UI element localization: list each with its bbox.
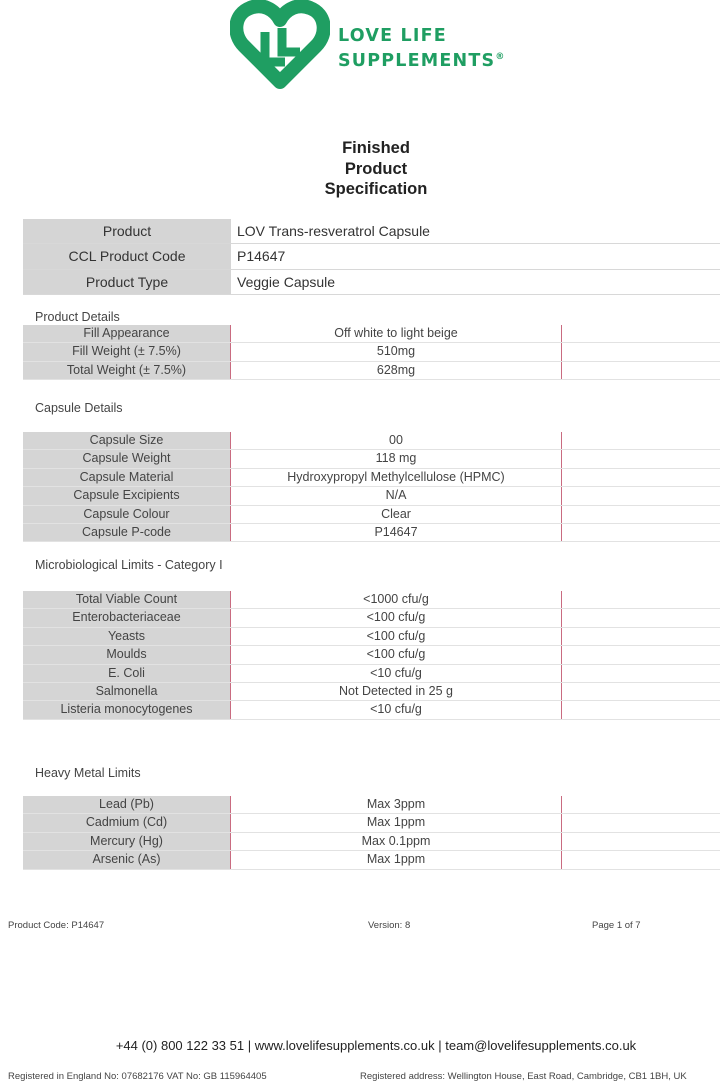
table-row — [23, 469, 720, 487]
capsule-details-table — [23, 432, 720, 542]
heart-logo-icon — [230, 0, 330, 90]
row-value: Veggie Capsule — [237, 273, 336, 290]
heavy-metals-table — [23, 796, 720, 870]
row-value: <10 cfu/g — [231, 701, 562, 718]
row-label: Capsule Excipients — [23, 487, 231, 504]
table-row — [23, 219, 720, 244]
table-row — [23, 450, 720, 468]
document-title — [0, 138, 720, 200]
table-row — [23, 665, 720, 683]
section-heading-capsule-details: Capsule Details — [35, 401, 123, 415]
row-label: Enterobacteriaceae — [23, 609, 231, 626]
micro-limits-table — [23, 591, 720, 720]
table-row — [23, 701, 720, 719]
brand-line2: SUPPLEMENTS — [338, 50, 496, 71]
row-value: <100 cfu/g — [231, 646, 562, 663]
empty-cell — [562, 796, 720, 813]
empty-cell — [562, 450, 720, 467]
row-label: Cadmium (Cd) — [23, 814, 231, 831]
footer-version: Version: 8 — [368, 920, 411, 931]
row-label: Capsule Material — [23, 469, 231, 486]
footer-page-number: Page 1 of 7 — [592, 920, 641, 931]
footer-product-code: Product Code: P14647 — [8, 920, 105, 931]
empty-cell — [562, 683, 720, 700]
row-value: Clear — [231, 506, 562, 523]
table-row — [23, 609, 720, 627]
table-row — [23, 796, 720, 814]
table-row — [23, 432, 720, 450]
row-value: Max 3ppm — [231, 796, 562, 813]
brand-name — [338, 26, 506, 72]
table-row — [23, 343, 720, 361]
row-value: LOV Trans-resveratrol Capsule — [237, 223, 430, 239]
empty-cell — [562, 701, 720, 718]
row-value: <100 cfu/g — [231, 628, 562, 645]
table-row — [23, 487, 720, 505]
table-row — [23, 683, 720, 701]
empty-cell — [562, 325, 720, 342]
row-value: Max 1ppm — [231, 851, 562, 868]
brand-line1: LOVE LIFE — [338, 26, 447, 46]
product-info-table — [23, 219, 720, 295]
row-label: Salmonella — [23, 683, 231, 700]
table-row — [23, 591, 720, 609]
row-value: Hydroxypropyl Methylcellulose (HPMC) — [231, 469, 562, 486]
row-value: N/A — [231, 487, 562, 504]
empty-cell — [562, 432, 720, 449]
empty-cell — [562, 362, 720, 379]
title-line-3: Specification — [324, 180, 428, 199]
row-value: 118 mg — [231, 450, 562, 467]
empty-cell — [562, 833, 720, 850]
registered-address: Registered address: Wellington House, East Road, Cambridge, CB1 1BH, UK — [360, 1071, 687, 1082]
table-row — [23, 325, 720, 343]
row-value: <1000 cfu/g — [231, 591, 562, 608]
row-label: Arsenic (As) — [23, 851, 231, 868]
row-label: Capsule Weight — [23, 450, 231, 467]
row-label: CCL Product Code — [23, 244, 231, 268]
empty-cell — [562, 646, 720, 663]
empty-cell — [562, 609, 720, 626]
row-value: Off white to light beige — [231, 325, 562, 342]
table-row — [23, 851, 720, 869]
row-label: Yeasts — [23, 628, 231, 645]
empty-cell — [562, 506, 720, 523]
row-value: 628mg — [231, 362, 562, 379]
row-label: E. Coli — [23, 665, 231, 682]
empty-cell — [562, 628, 720, 645]
table-row — [23, 833, 720, 851]
row-label: Fill Weight (± 7.5%) — [23, 343, 231, 360]
empty-cell — [562, 469, 720, 486]
row-label: Product — [23, 219, 231, 243]
row-value: Max 1ppm — [231, 814, 562, 831]
empty-cell — [562, 814, 720, 831]
row-label: Product Type — [23, 270, 231, 294]
table-row — [23, 646, 720, 664]
row-value: 510mg — [231, 343, 562, 360]
row-value: <10 cfu/g — [231, 665, 562, 682]
row-value: P14647 — [231, 524, 562, 541]
table-row — [23, 628, 720, 646]
product-details-table — [23, 325, 720, 380]
empty-cell — [562, 591, 720, 608]
row-label: Lead (Pb) — [23, 796, 231, 813]
brand-logo — [230, 0, 530, 90]
empty-cell — [562, 343, 720, 360]
registered-mark: ® — [495, 52, 506, 62]
empty-cell — [562, 665, 720, 682]
row-value: 00 — [231, 432, 562, 449]
row-label: Fill Appearance — [23, 325, 231, 342]
row-label: Mercury (Hg) — [23, 833, 231, 850]
table-row — [23, 362, 720, 380]
row-label: Listeria monocytogenes — [23, 701, 231, 718]
section-heading-product-details: Product Details — [35, 310, 120, 324]
empty-cell — [562, 487, 720, 504]
row-value: P14647 — [237, 248, 286, 265]
empty-cell — [562, 524, 720, 541]
row-label: Capsule P-code — [23, 524, 231, 541]
contact-line: +44 (0) 800 122 33 51 | www.lovelifesupplements.co.uk | team@lovelifesupplements.co.uk — [115, 1038, 637, 1053]
title-line-1: Finished — [342, 139, 410, 157]
row-value: Max 0.1ppm — [231, 833, 562, 850]
table-row — [23, 506, 720, 524]
table-row — [23, 814, 720, 832]
row-value: Not Detected in 25 g — [231, 683, 562, 700]
table-row — [23, 524, 720, 542]
registration-number: Registered in England No: 07682176 VAT No: GB 115964405 — [8, 1071, 267, 1082]
empty-cell — [562, 851, 720, 868]
section-heading-heavy-metals: Heavy Metal Limits — [35, 766, 141, 780]
row-label: Capsule Size — [23, 432, 231, 449]
row-label: Moulds — [23, 646, 231, 663]
title-line-2: Product — [344, 159, 408, 178]
row-label: Total Viable Count — [23, 591, 231, 608]
row-label: Capsule Colour — [23, 506, 231, 523]
row-label: Total Weight (± 7.5%) — [23, 362, 231, 379]
table-row — [23, 270, 720, 295]
section-heading-micro-limits: Microbiological Limits - Category I — [35, 558, 223, 572]
table-row — [23, 244, 720, 269]
row-value: <100 cfu/g — [231, 609, 562, 626]
